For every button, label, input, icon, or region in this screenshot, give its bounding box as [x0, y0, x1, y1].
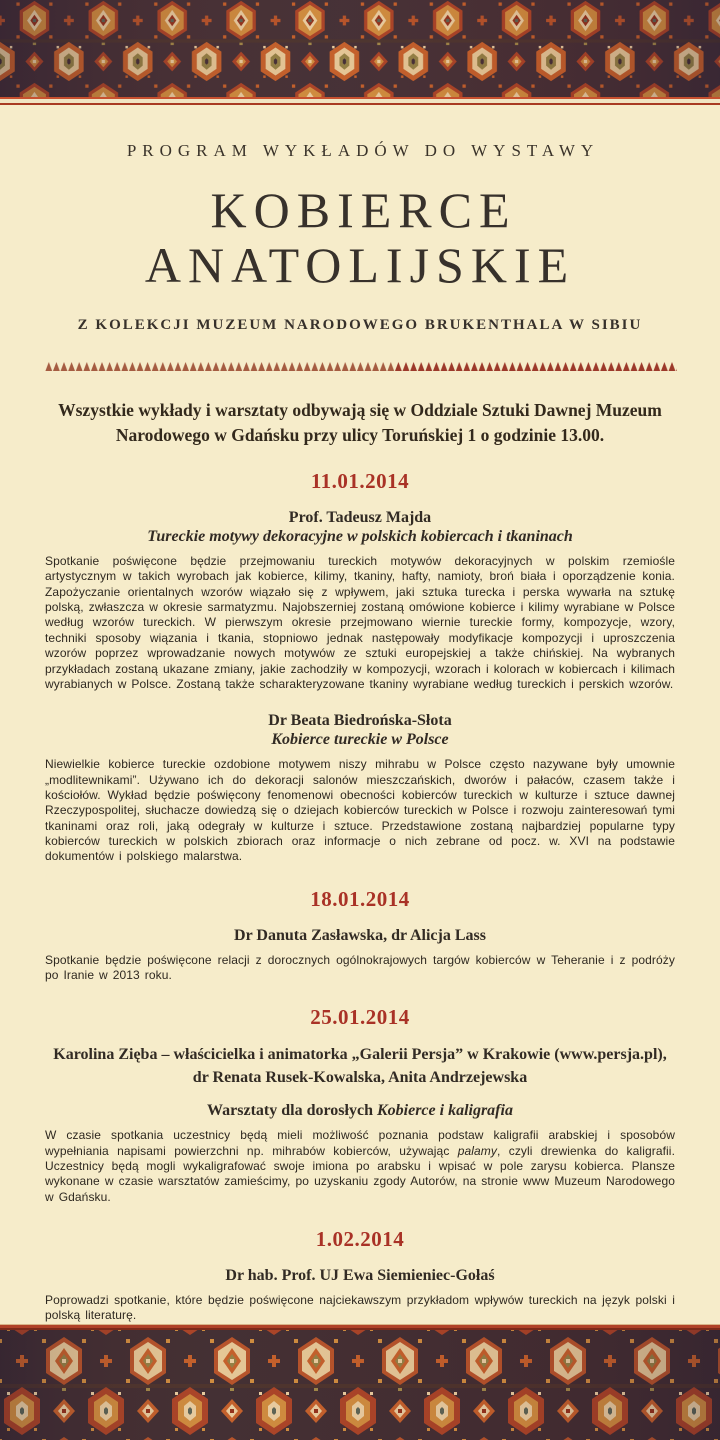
- talk-description: [45, 1128, 675, 1205]
- speakers-line-1: Karolina Zięba – właścicielka i animatorka „Galerii Persja” w Krakowie (www.persja.pl),: [53, 1046, 667, 1064]
- workshop-label: Warsztaty dla dorosłych: [207, 1102, 377, 1120]
- talk-speakers: Dr Beata Biedrońska-Słota: [268, 712, 452, 730]
- speakers-line-2: dr Renata Rusek-Kowalska, Anita Andrzejewska: [192, 1068, 528, 1086]
- title-line-1: KOBIERCE: [210, 182, 517, 238]
- zigzag-divider: [45, 360, 677, 372]
- session-date: 11.01.2014: [310, 469, 410, 493]
- session-date: 1.02.2014: [315, 1227, 405, 1252]
- workshop-title-italic: Kobierce i kaligrafia: [376, 1102, 513, 1120]
- page-title: [45, 183, 675, 293]
- intro-note: Wszystkie wykłady i warsztaty odbywają się w Oddziale Sztuki Dawnej Muzeum Narodowego w Gdańsku przy ulicy Toruńskiej 1 o godzinie 13.00.: [58, 400, 662, 445]
- talk-description: Spotkanie będzie poświęcone relacji z dorocznych ogólnokrajowych targów kobierców w Teheranie i z podróży po Iranie w 2013 roku.: [45, 952, 675, 983]
- talk-description: Niewielkie kobierce tureckie ozdobione motywem niszy mihrabu w Polsce często nazywane były umownie „modlitewnikami”. Używano ich do dekoracji salonów mieszczańskich, dworów i pałaców, czasem także i kościołów. Wykład będzie poświęcony fenomenowi obecności kobierców tureckich w kulturze i sztuce dawnej Rzeczypospolitej, słuchacze dowiedzą się o dziejach kobierców tureckich w Polsce i rozwoju zainteresowań tymi tkaninami oraz roli, jaką odegrały w kulturze i sztuce. Przedstawione zostaną najbardziej popularne typy kobierców tureckich w polskich zbiorach oraz informacje o nich zebrane od pocz. w. XVI na podstawie dokumentów i polskiego malarstwa.: [45, 757, 675, 864]
- talk-speakers: Prof. Tadeusz Majda: [288, 509, 432, 526]
- session-date: 25.01.2014: [310, 1005, 410, 1030]
- workshop-body-before: W czasie spotkania uczestnicy będą mieli możliwość poznania podstaw kaligrafii arabskiej i sposobów wypełniania napisami powierzchni np. mihrabów kobierców, używając: [45, 1128, 675, 1158]
- workshop-body-italic-term: palamy: [457, 1143, 498, 1158]
- title-line-2: ANATOLIJSKIE: [144, 237, 576, 293]
- talk-speakers: [45, 1044, 675, 1089]
- talk-title: Tureckie motywy dekoracyjne w polskich kobiercach i tkaninach: [147, 528, 573, 545]
- talk-speakers: Dr Danuta Zasławska, dr Alicja Lass: [234, 926, 486, 944]
- talk-description: Poprowadzi spotkanie, które będzie poświęcone najciekawszym przykładom wpływów tureckich na język polski i polską literaturę.: [45, 1293, 675, 1323]
- carpet-pattern-top-image: [0, 0, 720, 97]
- talk-description: Spotkanie poświęcone będzie przejmowaniu tureckich motywów dekoracyjnych w polskim rzemiośle artystycznym w takich wyrobach jak kobierce, kilimy, tkaniny, hafty, namioty, broń biała i oporządzenie konia. Zapożyczanie orientalnych wzorów wiązało się z wpływem, jaki sztuka turecka i perska wywarła na sztukę polską, zwłaszcza w okresie sarmatyzmu. Najobszerniej zostaną omówione kobierce i kilimy wyrabiane w Polsce według wzorów tureckich. W pierwszym okresie przejmowano wiernie tureckie formy, kompozycje, wzory, techniki sposoby wiązania i tkania, stopniowo jednak następowały modyfikacje kompozycji i uproszczenia wzorów poprzez wprowadzanie nowych motywów ze sztuki europejskiej a także chińskiej. Na wybranych przykładach zostaną ukazane zmiany, jakie zachodziły w kompozycji, wzorach i kolorach w kobiercach i kilimach wyrabianych w Polsce. Zostaną także scharakteryzowane tkaniny wyrabiane według tureckich i perskich wzorów.: [45, 554, 675, 691]
- talk-title: Kobierce tureckie w Polsce: [271, 731, 449, 749]
- kicker: PROGRAM WYKŁADÓW DO WYSTAWY: [126, 141, 600, 160]
- carpet-border-bottom: [0, 1324, 720, 1440]
- subtitle: Z KOLEKCJI MUZEUM NARODOWEGO BRUKENTHALA W SIBIU: [77, 317, 643, 333]
- workshop-body-after: , czyli drewienka do kaligrafii. Uczestnicy będą mogli wykaligrafować swoje imiona po arabsku i wpisać w pole zarysu kobierca. Plansze wykonane w czasie warsztatów zamieścimy, po uzyskaniu zgody Autorów, na stronie www Muzeum Narodowego w Gdańsku.: [45, 1143, 675, 1204]
- talk-speakers: Dr hab. Prof. UJ Ewa Siemieniec-Gołaś: [225, 1267, 495, 1285]
- session-date: 18.01.2014: [310, 886, 410, 911]
- carpet-border-top: [0, 0, 720, 105]
- workshop-title: [45, 1102, 675, 1120]
- carpet-pattern-bottom-image: [0, 1330, 720, 1440]
- top-band-rule: [0, 97, 720, 105]
- poster-content: [0, 105, 720, 1324]
